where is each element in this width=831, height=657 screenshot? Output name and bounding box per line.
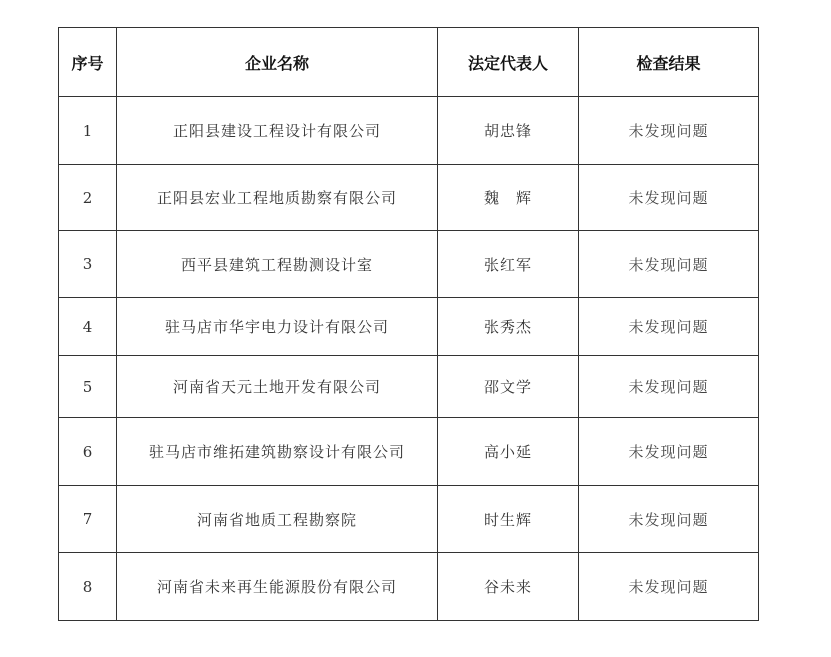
serial-number-cell: 3 bbox=[59, 231, 117, 298]
header-serial-number: 序号 bbox=[59, 28, 117, 97]
legal-representative-cell: 张秀杰 bbox=[438, 298, 579, 356]
inspection-result-cell: 未发现问题 bbox=[579, 298, 759, 356]
company-name-cell: 河南省地质工程勘察院 bbox=[117, 486, 438, 553]
legal-representative-cell: 时生辉 bbox=[438, 486, 579, 553]
company-name-cell: 河南省天元土地开发有限公司 bbox=[117, 356, 438, 418]
legal-representative-cell: 魏 辉 bbox=[438, 165, 579, 231]
header-row bbox=[59, 28, 759, 97]
table-row bbox=[59, 231, 759, 298]
company-name-cell: 驻马店市华宇电力设计有限公司 bbox=[117, 298, 438, 356]
table-row bbox=[59, 165, 759, 231]
company-name-cell: 正阳县建设工程设计有限公司 bbox=[117, 97, 438, 165]
table-row bbox=[59, 553, 759, 621]
serial-number-cell: 8 bbox=[59, 553, 117, 621]
table-row bbox=[59, 356, 759, 418]
header-legal-representative: 法定代表人 bbox=[438, 28, 579, 97]
serial-number-cell: 5 bbox=[59, 356, 117, 418]
table-row bbox=[59, 298, 759, 356]
header-inspection-result: 检查结果 bbox=[579, 28, 759, 97]
inspection-result-cell: 未发现问题 bbox=[579, 165, 759, 231]
legal-representative-cell: 谷未来 bbox=[438, 553, 579, 621]
company-name-cell: 河南省未来再生能源股份有限公司 bbox=[117, 553, 438, 621]
legal-representative-cell: 邵文学 bbox=[438, 356, 579, 418]
company-name-cell: 西平县建筑工程勘测设计室 bbox=[117, 231, 438, 298]
table-body bbox=[59, 97, 759, 621]
inspection-result-cell: 未发现问题 bbox=[579, 486, 759, 553]
legal-representative-cell: 张红军 bbox=[438, 231, 579, 298]
inspection-result-cell: 未发现问题 bbox=[579, 553, 759, 621]
company-name-cell: 正阳县宏业工程地质勘察有限公司 bbox=[117, 165, 438, 231]
serial-number-cell: 2 bbox=[59, 165, 117, 231]
table-row bbox=[59, 486, 759, 553]
header-company-name: 企业名称 bbox=[117, 28, 438, 97]
inspection-result-cell: 未发现问题 bbox=[579, 356, 759, 418]
legal-representative-cell: 高小延 bbox=[438, 418, 579, 486]
table-row bbox=[59, 418, 759, 486]
legal-representative-cell: 胡忠锋 bbox=[438, 97, 579, 165]
inspection-result-cell: 未发现问题 bbox=[579, 97, 759, 165]
table-row bbox=[59, 97, 759, 165]
company-name-cell: 驻马店市维拓建筑勘察设计有限公司 bbox=[117, 418, 438, 486]
serial-number-cell: 6 bbox=[59, 418, 117, 486]
inspection-result-cell: 未发现问题 bbox=[579, 231, 759, 298]
table-header bbox=[59, 28, 759, 97]
serial-number-cell: 7 bbox=[59, 486, 117, 553]
inspection-results-table bbox=[58, 27, 759, 621]
serial-number-cell: 4 bbox=[59, 298, 117, 356]
serial-number-cell: 1 bbox=[59, 97, 117, 165]
inspection-result-cell: 未发现问题 bbox=[579, 418, 759, 486]
